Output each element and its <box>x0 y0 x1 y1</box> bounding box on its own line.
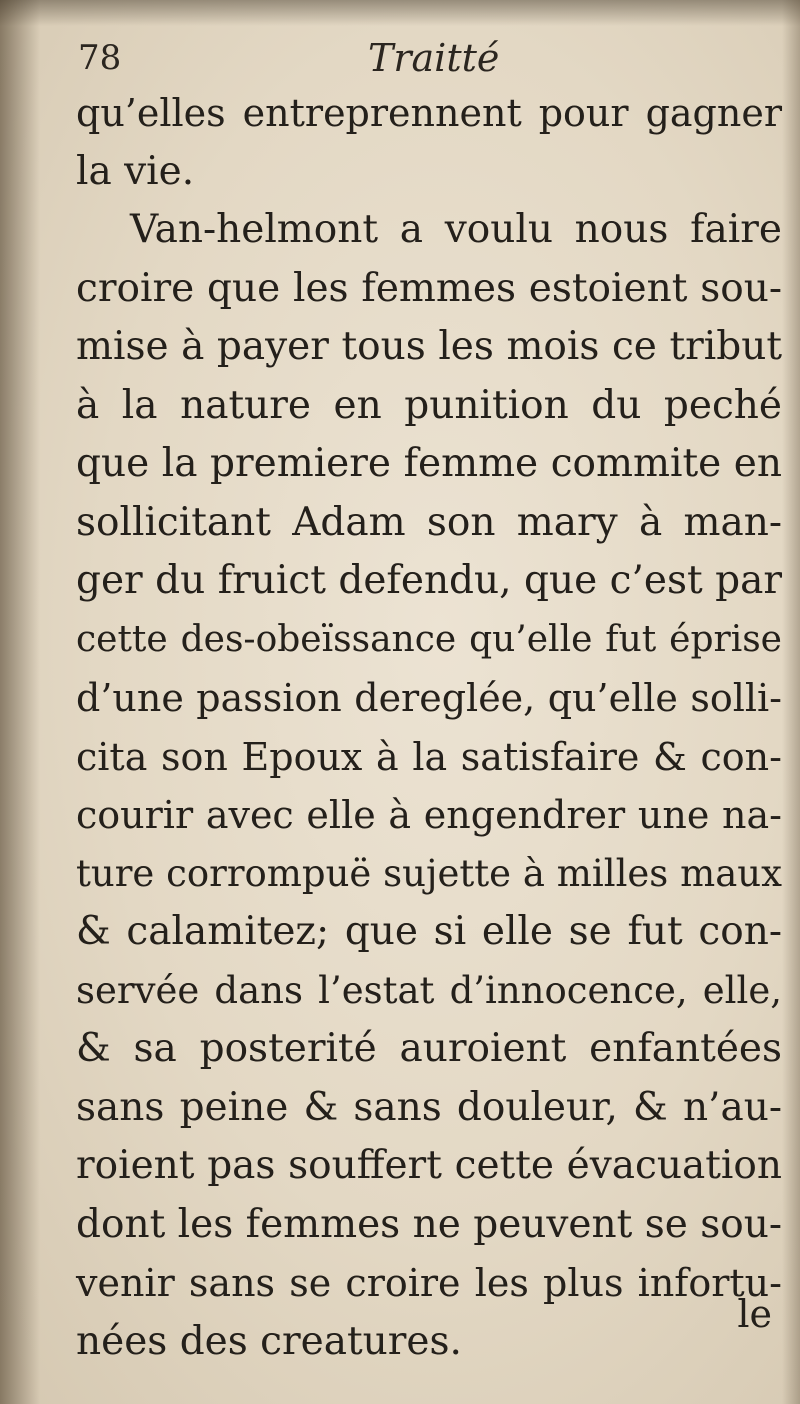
catchword: le <box>737 1292 772 1336</box>
text-line: nées des creatures. <box>76 1318 462 1364</box>
text-line: ger du fruict defendu, que c’est par <box>76 558 782 603</box>
text-line: dont les femmes ne peuvent se sou- <box>76 1201 782 1247</box>
text-line: mise à payer tous les mois ce tribut <box>76 324 782 369</box>
running-title: Traitté <box>368 36 500 80</box>
text-line: courir avec elle à engendrer une na- <box>76 793 782 837</box>
text-line: venir sans se croire les plus infortu- <box>76 1261 782 1305</box>
text-line: & calamitez; que si elle se fut con- <box>76 909 782 954</box>
page-edge-shadow <box>782 0 800 1404</box>
text-line: à la nature en punition du peché <box>76 382 782 428</box>
body-text <box>76 84 782 1371</box>
text-line: cette des-obeïssance qu’elle fut éprise <box>76 618 782 660</box>
text-line: croire que les femmes estoient sou- <box>76 265 782 311</box>
text-line: cita son Epoux à la satisfaire & con- <box>76 734 782 779</box>
page-number: 78 <box>78 38 122 78</box>
text-line: sans peine & sans douleur, & n’au- <box>76 1084 782 1130</box>
running-head <box>78 30 760 90</box>
text-line: sollicitant Adam son mary à man- <box>76 499 782 545</box>
text-line: roient pas souffert cette évacuation <box>76 1143 782 1188</box>
text-line: & sa posterité auroient enfantées <box>76 1026 782 1071</box>
text-line: servée dans l’estat d’innocence, elle, <box>76 968 782 1012</box>
page-top-shadow <box>0 0 800 26</box>
text-line: qu’elles entreprennent pour gagner <box>76 91 782 135</box>
text-line: d’une passion dereglée, qu’elle solli- <box>76 676 782 720</box>
text-line: Van-helmont a voulu nous faire <box>130 207 782 252</box>
text-line: ture corrompuë sujette à milles maux <box>76 851 782 895</box>
text-line: que la premiere femme commite en <box>76 441 782 486</box>
page-gutter-shadow <box>0 0 40 1404</box>
text-line: la vie. <box>76 148 195 194</box>
